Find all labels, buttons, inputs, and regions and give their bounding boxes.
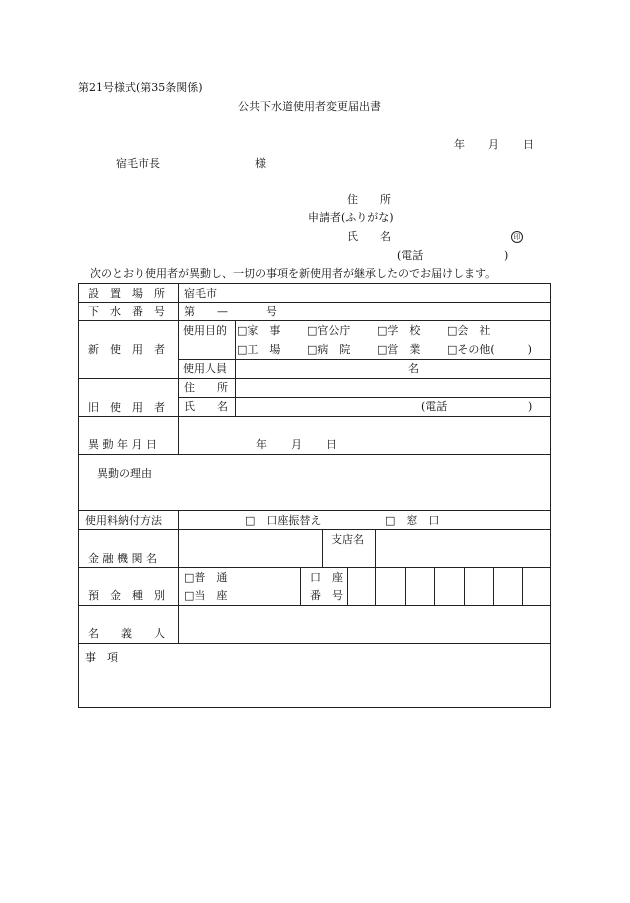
- table-rule: [78, 567, 551, 568]
- old-user-label: 旧 使 用 者: [88, 401, 165, 414]
- headcount-label: 使用人員: [183, 362, 227, 375]
- table-rule: [464, 567, 465, 605]
- table-rule: [405, 567, 406, 605]
- date-month-label: 月: [488, 138, 499, 151]
- old-phone-close: ): [528, 400, 533, 413]
- applicant-phone-close: ): [504, 249, 509, 262]
- branch-label: 支店名: [331, 533, 364, 546]
- table-rule: [493, 567, 494, 605]
- notes-label: 事 項: [85, 651, 118, 664]
- table-rule: [375, 529, 376, 605]
- account-number-label-1: 口 座: [310, 571, 343, 584]
- old-address-label: 住 所: [184, 381, 228, 394]
- payment-checkbox-transfer[interactable]: □ 口座振替え: [245, 514, 322, 527]
- purpose-checkbox-business[interactable]: □営 業: [377, 343, 421, 356]
- location-label: 設 置 場 所: [88, 287, 165, 300]
- form-number: 第21号様式(第35条関係): [78, 81, 203, 94]
- purpose-checkbox-other[interactable]: □その他( ): [447, 343, 532, 356]
- purpose-label: 使用目的: [183, 324, 227, 337]
- table-rule: [347, 567, 348, 605]
- table-rule: [78, 529, 551, 530]
- applicant-label: 申請者(ふりがな): [308, 211, 394, 224]
- change-date-label: 異 動 年 月 日: [88, 438, 157, 451]
- table-rule: [178, 283, 179, 454]
- seal-mark: 印: [511, 231, 523, 243]
- deposit-checkbox-ordinary[interactable]: □普 通: [184, 571, 228, 584]
- table-rule: [78, 302, 551, 303]
- purpose-checkbox-factory[interactable]: □工 場: [237, 343, 281, 356]
- date-day-label: 日: [523, 138, 534, 151]
- purpose-checkbox-company[interactable]: □会 社: [447, 324, 491, 337]
- change-date-day: 日: [326, 438, 337, 451]
- form-title: 公共下水道使用者変更届出書: [238, 100, 381, 113]
- purpose-checkbox-school[interactable]: □学 校: [377, 324, 421, 337]
- reason-label: 異動の理由: [97, 467, 152, 480]
- table-rule: [178, 359, 551, 360]
- purpose-checkbox-hospital[interactable]: □病 院: [307, 343, 351, 356]
- applicant-phone-label: (電話: [397, 249, 424, 262]
- payment-method-label: 使用料納付方法: [85, 514, 162, 527]
- purpose-checkbox-government[interactable]: □官公庁: [307, 324, 351, 337]
- change-date-year: 年: [256, 438, 267, 451]
- table-rule: [78, 643, 551, 644]
- table-rule: [235, 320, 236, 416]
- table-rule: [178, 510, 179, 643]
- payment-checkbox-counter[interactable]: □ 窓 口: [385, 514, 440, 527]
- table-rule: [78, 454, 551, 455]
- table-rule: [522, 567, 523, 605]
- purpose-checkbox-household[interactable]: □家 事: [237, 324, 281, 337]
- sewer-number-prefix: 第 —: [184, 305, 228, 318]
- table-rule: [78, 320, 551, 321]
- headcount-unit: 名: [408, 362, 419, 375]
- old-name-label: 氏 名: [184, 400, 228, 413]
- table-rule: [78, 510, 551, 511]
- location-value: 宿毛市: [184, 287, 217, 300]
- new-user-label: 新 使 用 者: [88, 343, 165, 356]
- date-year-label: 年: [454, 138, 465, 151]
- deposit-checkbox-current[interactable]: □当 座: [184, 589, 228, 602]
- table-rule: [434, 567, 435, 605]
- bank-name-label: 金 融 機 関 名: [88, 552, 157, 565]
- table-rule: [78, 378, 551, 379]
- account-number-label-2: 番 号: [310, 589, 343, 602]
- table-rule: [178, 397, 551, 398]
- applicant-name-label: 氏 名: [347, 230, 391, 243]
- change-date-month: 月: [291, 438, 302, 451]
- sewer-number-suffix: 号: [266, 305, 277, 318]
- sewer-number-label: 下 水 番 号: [88, 305, 165, 318]
- honorific: 様: [255, 157, 266, 170]
- table-rule: [300, 567, 301, 605]
- old-phone-label: (電話: [421, 400, 448, 413]
- table-rule: [322, 529, 323, 567]
- table-rule: [78, 416, 551, 417]
- addressee: 宿毛市長: [116, 157, 160, 170]
- table-rule: [78, 605, 551, 606]
- applicant-address-label: 住 所: [347, 193, 391, 206]
- account-holder-label: 名 義 人: [88, 627, 165, 640]
- deposit-type-label: 預 金 種 別: [88, 589, 165, 602]
- intro-text: 次のとおり使用者が異動し、一切の事項を新使用者が継承したのでお届けします。: [90, 267, 497, 280]
